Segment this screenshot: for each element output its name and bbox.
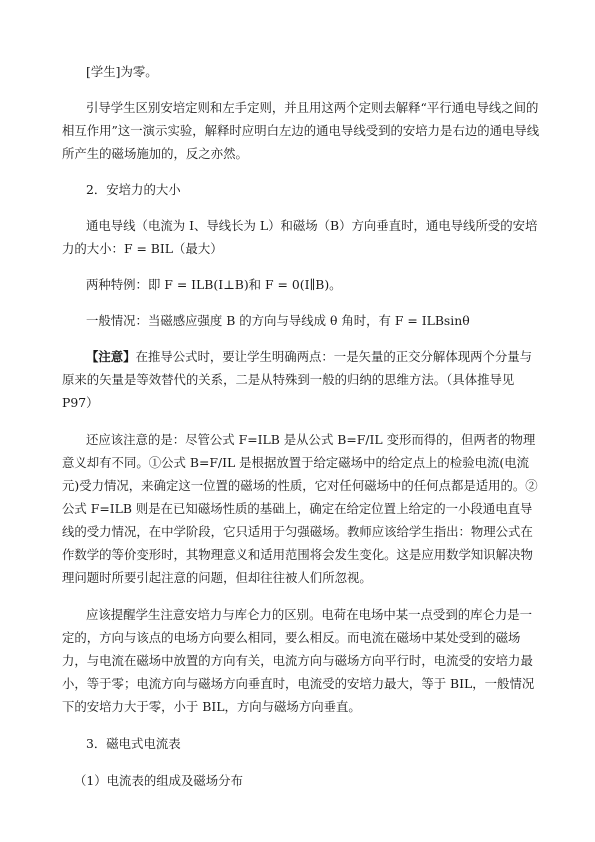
section-heading-galvanometer: 3．磁电式电流表	[86, 736, 181, 751]
document-page	[62, 60, 540, 792]
notice-label: 【注意】	[86, 349, 136, 364]
paragraph-general-case: 一般情况：当磁感应强度 B 的方向与导线成 θ 角时，有 F = ILBsinθ	[86, 313, 470, 328]
subsection-heading-ammeter-composition: （1）电流表的组成及磁场分布	[74, 773, 243, 788]
paragraph-formula-meaning: 还应该注意的是：尽管公式 F=ILB 是从公式 B=F/IL 变形而得的，但两者的物理意义却有不同。①公式 B=F/IL 是根据放置于给定磁场中的给定点上的检验电流(电流元)受力情况，来确定这一位置的磁场的性质，它对任何磁场中的任何点都是适用的。②公式 F=ILB 则是在已知磁场性质的基础上，确定在给定位置上给定的一小段通电直导线的受力情况，在中学阶段，它只适用于匀强磁场。教师应该给学生指出：物理公式在作数学的等价变形时，其物理意义和适用范围将会发生变化。这是应用数学知识解决物理问题时所要引起注意的问题，但却往往被人们所忽视。	[62, 432, 538, 585]
paragraph-perpendicular-case: 通电导线（电流为 I、导线长为 L）和磁场（B）方向垂直时，通电导线所受的安培力的大小：F = BIL（最大）	[62, 218, 538, 256]
paragraph-guide-rules: 引导学生区别安培定则和左手定则，并且用这两个定则去解释“平行通电导线之间的相互作用”这一演示实验，解释时应明白左边的通电导线受到的安培力是右边的通电导线所产生的磁场施加的，反之亦然。	[62, 100, 540, 161]
paragraph-notice	[62, 345, 540, 414]
notice-text: 在推导公式时，要让学生明确两点：一是矢量的正交分解体现两个分量与原来的矢量是等效替代的关系，二是从特殊到一般的归纳的思维方法。（具体推导见 P97）	[62, 349, 533, 410]
paragraph-student-answer: [学生]为零。	[86, 64, 158, 79]
section-heading-ampere-force-magnitude: 2．安培力的大小	[86, 182, 181, 197]
paragraph-coulomb-comparison: 应该提醒学生注意安培力与库仑力的区别。电荷在电场中某一点受到的库仑力是一定的，方向与该点的电场方向要么相同，要么相反。而电流在磁场中某处受到的磁场力，与电流在磁场中放置的方向有关，电流方向与磁场方向平行时，电流受的安培力最小，等于零；电流方向与磁场方向垂直时，电流受的安培力最大，等于 BIL，一般情况下的安培力大于零，小于 BIL，方向与磁场方向垂直。	[62, 607, 535, 714]
paragraph-special-cases: 两种特例：即 F = ILB(I⊥B)和 F = 0(I∥B)。	[86, 277, 342, 292]
